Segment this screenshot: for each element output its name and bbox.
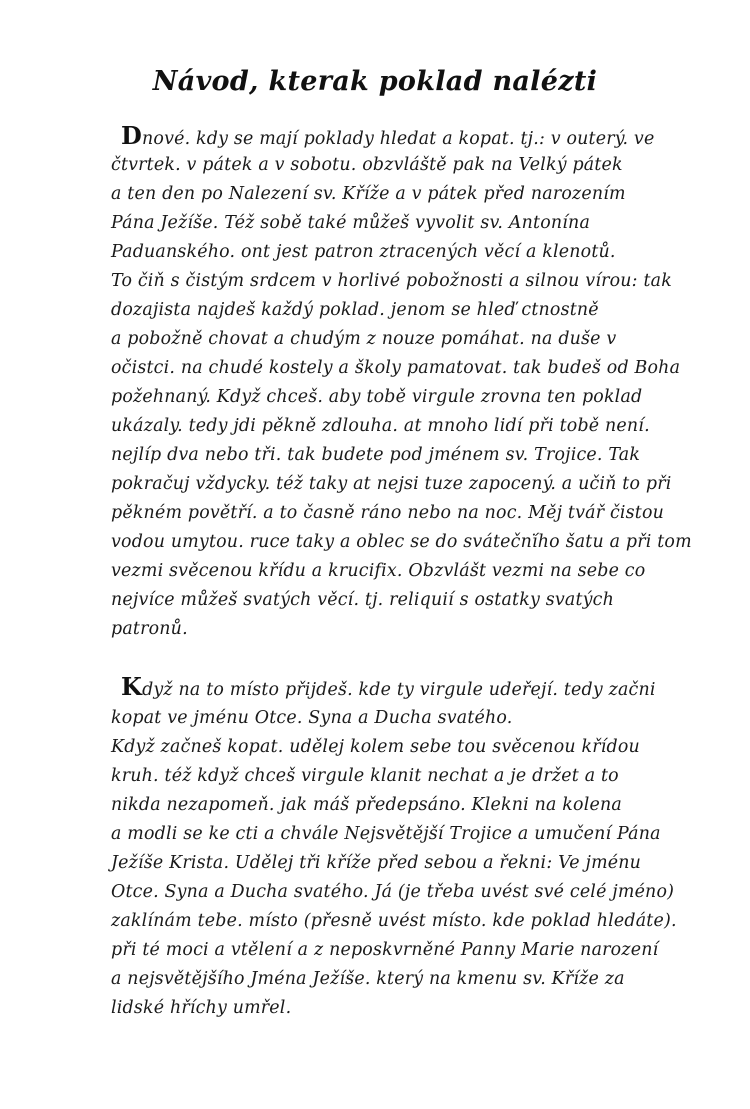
paragraph-2-line-1 bbox=[121, 672, 656, 701]
text-line: Když začneš kopat. udělej kolem sebe tou svěcenou křídou bbox=[111, 737, 640, 757]
document-title: Návod, kterak poklad nalézti bbox=[152, 66, 598, 97]
text-line: očistci. na chudé kostely a školy pamatovat. tak budeš od Boha bbox=[111, 358, 681, 378]
text-line: Pána Ježíše. Též sobě také můžeš vyvolit sv. Antonína bbox=[111, 213, 591, 233]
drop-cap-initial: D bbox=[121, 121, 143, 150]
text-line: dozajista najdeš každý poklad. jenom se hleď ctnostně bbox=[111, 300, 599, 320]
text-line: a nejsvětějšího Jména Ježíše. který na kmenu sv. Kříže za bbox=[111, 969, 625, 989]
paragraph-2-first-line-text: dyž na to místo přijdeš. kde ty virgule udeřejí. tedy začni bbox=[142, 680, 656, 700]
text-line: Ježíše Krista. Udělej tři kříže před sebou a řekni: Ve jménu bbox=[111, 853, 642, 873]
text-line: To čiň s čistým srdcem v horlivé pobožnosti a silnou vírou: tak bbox=[111, 271, 672, 291]
paragraph-1-line-1 bbox=[121, 121, 655, 150]
paragraph-1-first-line-text: nové. kdy se mají poklady hledat a kopat. tj.: v outerý. ve bbox=[142, 129, 655, 149]
text-line: ukázaly. tedy jdi pěkně zdlouha. at mnoho lidí při tobě není. bbox=[111, 416, 650, 436]
text-line: Paduanského. ont jest patron ztracených věcí a klenotů. bbox=[111, 242, 616, 262]
text-line: vodou umytou. ruce taky a oblec se do sváteční̇ho šatu a při tom bbox=[111, 532, 692, 552]
text-line: patronů. bbox=[111, 619, 188, 639]
text-line: požehnaný. Když chceš. aby tobě virgule zrovna ten poklad bbox=[111, 387, 643, 407]
text-line: kruh. též když chceš virgule klanit nechat a je držet a to bbox=[111, 766, 619, 786]
text-line: pokračuj vždycky. též taky at nejsi tuze zapocený. a učiň to při bbox=[111, 474, 672, 494]
text-line: nejlíp dva nebo tři. tak budete pod jménem sv. Trojice. Tak bbox=[111, 445, 641, 465]
text-line: kopat ve jménu Otce. Syna a Ducha svatého. bbox=[111, 708, 513, 728]
text-line: nejvíce můžeš svatých věcí. tj. reliquií s ostatky svatých bbox=[111, 590, 615, 610]
text-line: zaklínám tebe. místo (přesně uvést místo. kde poklad hledáte). bbox=[111, 911, 677, 931]
drop-cap-initial: K bbox=[121, 672, 143, 701]
text-line: Otce. Syna a Ducha svatého. Já (je třeba uvést své celé jméno) bbox=[111, 882, 675, 902]
text-line: a pobožně chovat a chudým z nouze pomáhat. na duše v bbox=[111, 329, 617, 349]
text-line: čtvrtek. v pátek a v sobotu. obzvláště pak na Velký pátek bbox=[111, 155, 623, 175]
text-line: a modli se ke cti a chvále Nejsvětější Trojice a umučení Pána bbox=[111, 824, 661, 844]
text-line: při té moci a vtělení a z neposkvrněné Panny Marie narození bbox=[111, 940, 659, 960]
text-line: pěkném povětří. a to časně ráno nebo na noc. Měj tvář čistou bbox=[111, 503, 665, 523]
text-line: nikda nezapomeň. jak máš předepsáno. Klekni na kolena bbox=[111, 795, 622, 815]
text-line: lidské hříchy umřel. bbox=[111, 998, 292, 1018]
text-line: a ten den po Nalezení sv. Kříže a v pátek před narozením bbox=[111, 184, 626, 204]
text-line: vezmi svěcenou křídu a krucifix. Obzvlášt vezmi na sebe co bbox=[111, 561, 646, 581]
